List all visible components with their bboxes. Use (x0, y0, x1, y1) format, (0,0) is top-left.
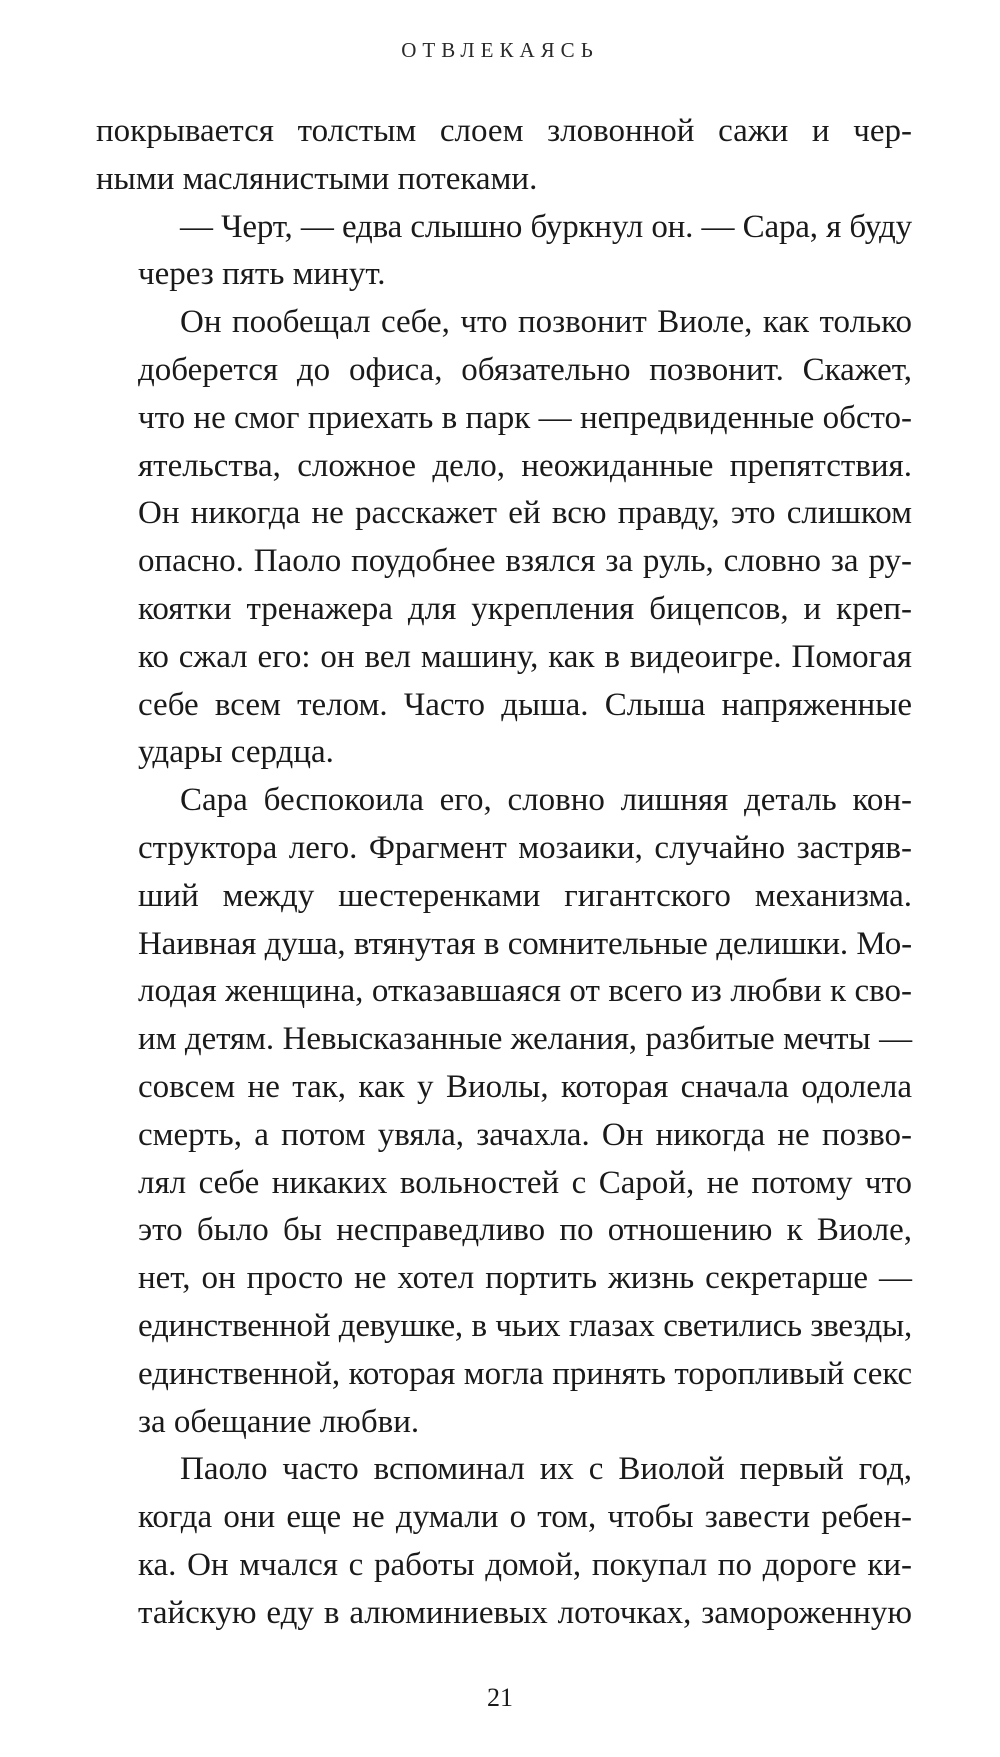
paragraph-4 (96, 777, 912, 1446)
running-head: ОТВЛЕКАЯСЬ (401, 38, 599, 62)
paragraph-3 (96, 299, 912, 777)
text-line: лял себе никаких вольностей с Сарой, не потому что (138, 1164, 912, 1201)
body-text (96, 108, 912, 1638)
text-line: нет, он просто не хотел портить жизнь секретарше — (138, 1260, 912, 1297)
text-line: покрывается толстым слоем зловонной сажи и чер- (96, 113, 912, 149)
text-line: Паоло часто вспоминал их с Виолой первый год, (180, 1451, 912, 1488)
text-line: лодая женщина, отказавшаяся от всего из любви к сво- (138, 973, 912, 1010)
text-line: единственной девушке, в чьих глазах светились звезды, (138, 1307, 912, 1344)
paragraph-5 (96, 1446, 912, 1637)
text-line: тайскую еду в алюминиевых лоточках, замороженную (138, 1594, 912, 1631)
text-line: через пять минут. (138, 256, 386, 293)
text-line: за обещание любви. (138, 1403, 420, 1440)
text-line: смерть, а потом увяла, зачахла. Он никогда не позво- (138, 1116, 912, 1153)
text-line: ными маслянистыми потеками. (96, 160, 538, 197)
paragraph-2 (96, 204, 912, 300)
text-line: совсем не так, как у Виолы, которая сначала одолела (138, 1068, 912, 1105)
text-line: ко сжал его: он вел машину, как в видеоигре. Помогая (138, 638, 912, 675)
page-number: 21 (487, 1683, 513, 1712)
text-line: когда они еще не думали о том, чтобы завести ребен- (138, 1499, 912, 1536)
text-line: им детям. Невысказанные желания, разбитые мечты — (138, 1021, 912, 1058)
text-line: Он пообещал себе, что позвонит Виоле, как только (180, 304, 912, 341)
text-line: Наивная душа, втянутая в сомнительные делишки. Мо- (138, 925, 912, 962)
text-line: Он никогда не расскажет ей всю правду, это слишком (138, 495, 912, 532)
text-line: ший между шестеренками гигантского механизма. (138, 877, 912, 914)
text-line: удары сердца. (138, 734, 334, 771)
text-line: ка. Он мчался с работы домой, покупал по дороге ки- (138, 1546, 912, 1583)
text-line: Сара беспокоила его, словно лишняя деталь кон- (180, 782, 912, 819)
paragraph-1 (96, 108, 912, 204)
text-line: опасно. Паоло поудобнее взялся за руль, словно за ру- (138, 543, 912, 580)
text-line: себе всем телом. Часто дыша. Слыша напряженные (138, 686, 912, 723)
text-line: доберется до офиса, обязательно позвонит. Скажет, (138, 351, 912, 388)
text-line: ятельства, сложное дело, неожиданные препятствия. (138, 447, 912, 484)
text-line: коятки тренажера для укрепления бицепсов, и креп- (138, 590, 912, 627)
text-line: структора лего. Фрагмент мозаики, случайно застряв- (138, 829, 912, 866)
text-line: это было бы несправедливо по отношению к Виоле, (138, 1212, 912, 1249)
text-line: единственной, которая могла принять торопливый секс (138, 1355, 912, 1392)
text-line: что не смог приехать в парк — непредвиденные обсто- (138, 399, 912, 436)
text-line: — Черт, — едва слышно буркнул он. — Сара, я буду (180, 208, 912, 245)
